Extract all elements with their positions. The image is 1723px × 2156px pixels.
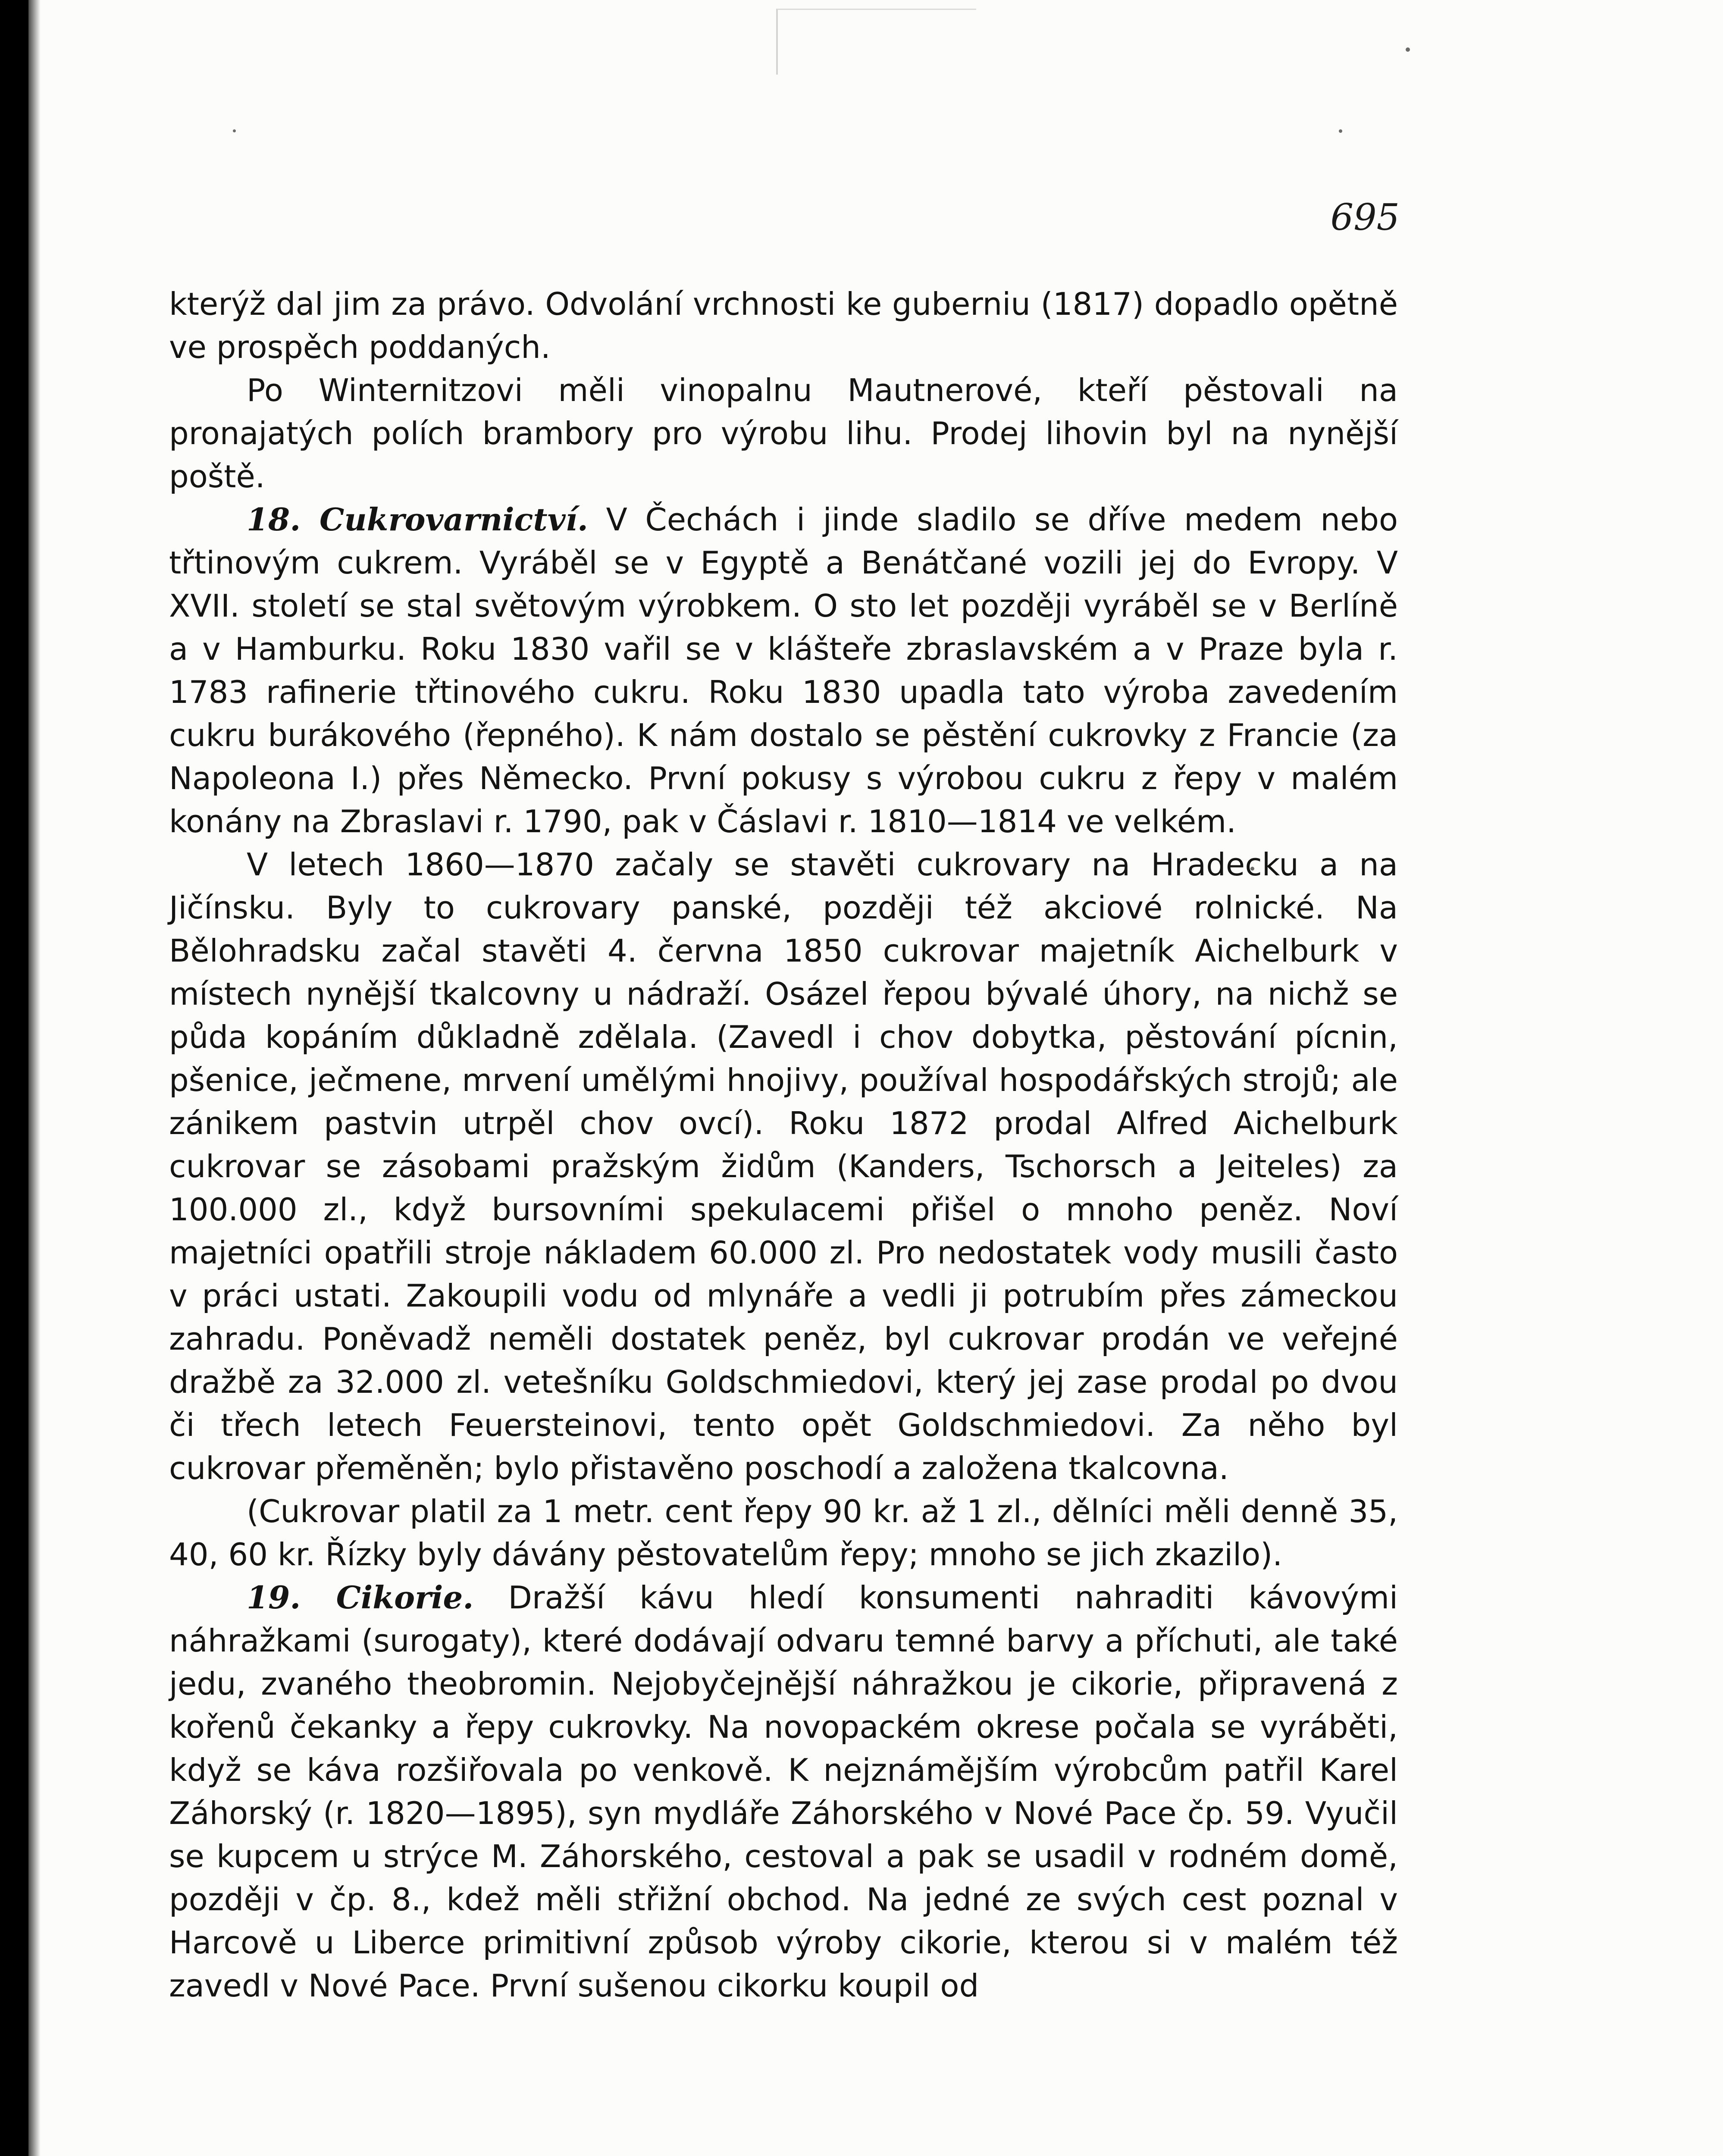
page-number: 695 bbox=[1330, 196, 1400, 238]
paragraph-text: (Cukrovar platil za 1 metr. cent řepy 90 kr. až 1 zl., dělníci měli denně 35, 40, 60 kr. Řízky byly dávány pěstovatelům řepy; mnoho se jich zkazilo). bbox=[169, 1493, 1398, 1573]
section-heading: 18. Cukrovarnictví. bbox=[247, 501, 588, 538]
scan-left-shadow bbox=[28, 0, 41, 2156]
paragraph bbox=[169, 282, 1398, 369]
paragraph-text: Po Winternitzovi měli vinopalnu Mautnerové, kteří pěstovali na pronajatých polích brambory pro výrobu lihu. Prodej lihovin byl na nynější poště. bbox=[169, 372, 1398, 495]
dust-speck bbox=[1339, 129, 1342, 133]
scan-artifact bbox=[776, 9, 976, 75]
paragraph bbox=[169, 843, 1398, 1490]
paragraph-text: V letech 1860—1870 začaly se stavěti cukrovary na Hradecku a na Jičínsku. Byly to cukrovary panské, později též akciové rolnické. Na Bělohradsku začal stavěti 4. června 1850 cukrovar majetník Aichelburk v místech nynější tkalcovny u nádraží. Osázel řepou bývalé úhory, na nichž se půda kopáním důkladně zdělala. (Zavedl i chov dobytka, pěstování pícnin, pšenice, ječmene, mrvení umělými hnojivy, používal hospodářských strojů; ale zánikem pastvin utrpěl chov ovcí). Roku 1872 prodal Alfred Aichelburk cukrovar se zásobami pražským židům (Kanders, Tschorsch a Jeiteles) za 100.000 zl., když bursovními spekulacemi přišel o mnoho peněz. Noví majetníci opatřili stroje nákladem 60.000 zl. Pro nedostatek vody musili často v práci ustati. Zakoupili vodu od mlynáře a vedli ji potrubím přes zámeckou zahradu. Poněvadž neměli dostatek peněz, byl cukrovar prodán ve veřejné dražbě za 32.000 zl. vetešníku Goldschmiedovi, který jej zase prodal po dvou či třech letech Feuersteinovi, tento opět Goldschmiedovi. Za něho byl cukrovar přeměněn; bylo přistavěno poschodí a založena tkalcovna. bbox=[169, 846, 1398, 1486]
paragraph bbox=[169, 1576, 1398, 2007]
body-text bbox=[169, 282, 1398, 2007]
paragraph-text: Dražší kávu hledí konsumenti nahraditi kávovými náhražkami (surogaty), které dodávají odvaru temné barvy a příchuti, ale také jedu, zvaného theobromin. Nejobyčejnější náhražkou je cikorie, připravená z kořenů čekanky a řepy cukrovky. Na novopackém okrese počala se vyráběti, když se káva rozšiřovala po venkově. K nejznámějším výrobcům patřil Karel Záhorský (r. 1820—1895), syn mydláře Záhorského v Nové Pace čp. 59. Vyučil se kupcem u strýce M. Záhorského, cestoval a pak se usadil v rodném domě, později v čp. 8., kdež měli střižní obchod. Na jedné ze svých cest poznal v Harcově u Liberce primitivní způsob výroby cikorie, kterou si v malém též zavedl v Nové Pace. První sušenou cikorku koupil od bbox=[169, 1579, 1398, 2004]
dust-speck bbox=[1406, 47, 1410, 52]
paragraph bbox=[169, 369, 1398, 498]
scan-left-border bbox=[0, 0, 28, 2156]
paragraph bbox=[169, 498, 1398, 843]
dust-speck bbox=[233, 129, 236, 132]
paragraph bbox=[169, 1490, 1398, 1576]
paragraph-text: kterýž dal jim za právo. Odvolání vrchnosti ke guberniu (1817) dopadlo opětně ve prospěch poddaných. bbox=[169, 286, 1398, 365]
paragraph-text: V Čechách i jinde sladilo se dříve medem nebo třtinovým cukrem. Vyráběl se v Egyptě a Benátčané vozili jej do Evropy. V XVII. století se stal světovým výrobkem. O sto let později vyráběl se v Berlíně a v Hamburku. Roku 1830 vařil se v klášteře zbraslavském a v Praze byla r. 1783 rafinerie třtinového cukru. Roku 1830 upadla tato výroba zavedením cukru burákového (řepného). K nám dostalo se pěstění cukrovky z Francie (za Napoleona I.) přes Německo. První pokusy s výrobou cukru z řepy v malém konány na Zbraslavi r. 1790, pak v Čáslavi r. 1810—1814 ve velkém. bbox=[169, 501, 1398, 840]
section-heading: 19. Cikorie. bbox=[247, 1579, 474, 1616]
